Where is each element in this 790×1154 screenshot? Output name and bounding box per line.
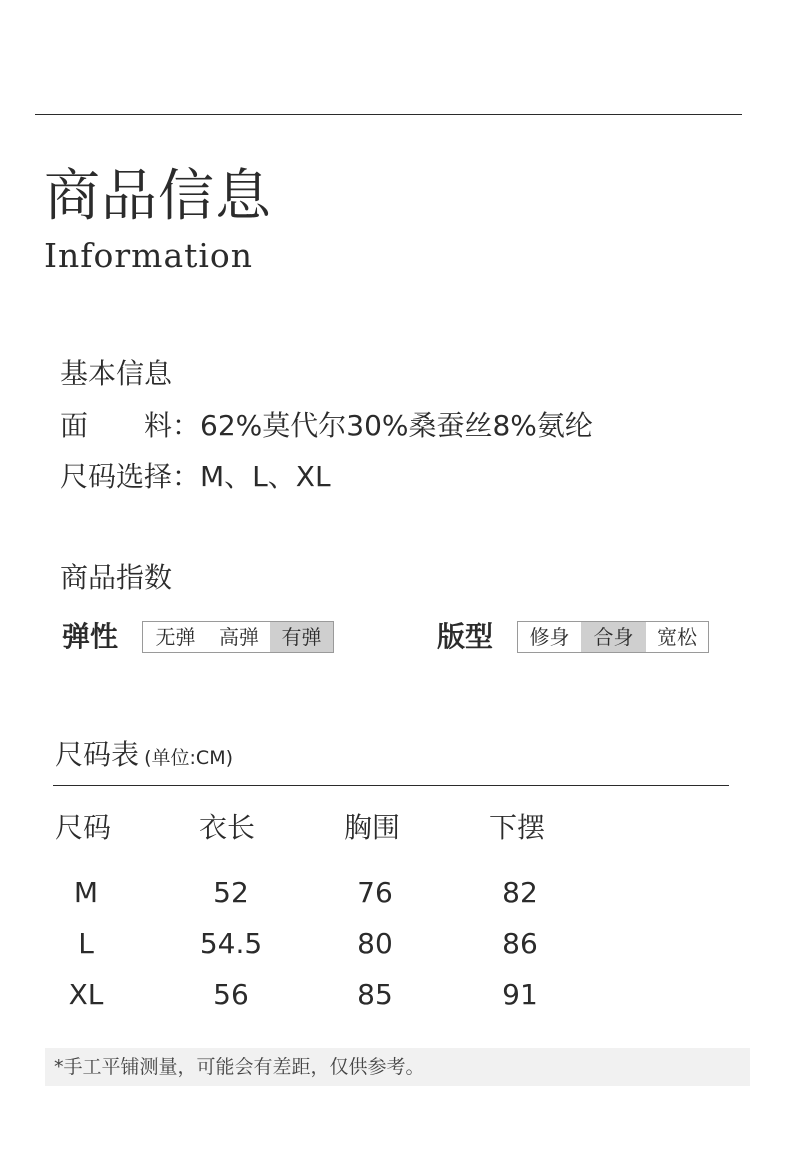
table-cell: 80: [357, 927, 393, 960]
basic-info-heading: 基本信息: [60, 357, 173, 390]
fabric-row: [60, 408, 593, 444]
table-cell: 76: [357, 876, 393, 909]
column-header-size: 尺码: [55, 811, 112, 844]
table-cell: 82: [502, 876, 538, 909]
table-cell: L: [78, 927, 94, 960]
size-choice-value: M、L、XL: [200, 460, 331, 493]
fabric-value: 62%莫代尔30%桑蚕丝8%氨纶: [200, 409, 593, 442]
table-cell: 56: [213, 978, 249, 1011]
top-divider: [35, 114, 742, 115]
table-row: [26, 926, 626, 962]
table-cell: M: [73, 876, 99, 909]
column-header-chest: 胸围: [344, 811, 401, 844]
column-header-hem: 下摆: [489, 811, 546, 844]
size-table-unit: (单位:CM): [144, 747, 233, 769]
size-choice-label: 尺码选择：: [60, 460, 201, 493]
size-table-title: 尺码表: [55, 738, 140, 771]
table-cell: 54.5: [199, 927, 263, 960]
fit-option: 宽松: [657, 625, 697, 649]
elasticity-label: 弹性: [62, 620, 119, 653]
table-cell: 86: [502, 927, 538, 960]
table-cell: 85: [357, 978, 393, 1011]
page-subtitle: Information: [44, 236, 254, 275]
elasticity-option-selected: 有弹: [270, 622, 333, 652]
table-row: [26, 875, 626, 911]
size-table-divider: [53, 785, 729, 786]
elasticity-option: 高弹: [219, 625, 259, 649]
measurement-note: [45, 1048, 750, 1086]
elasticity-option: 无弹: [155, 625, 196, 649]
table-cell: 52: [213, 876, 249, 909]
table-cell: XL: [68, 978, 104, 1011]
table-cell: 91: [502, 978, 538, 1011]
measurement-note-text: *手工平铺测量，可能会有差距，仅供参考。: [54, 1056, 425, 1078]
table-row: [26, 977, 626, 1013]
fit-scale: [517, 621, 709, 653]
fit-label: 版型: [437, 620, 494, 653]
fabric-label: 面 料：: [60, 409, 201, 442]
elasticity-scale: [142, 621, 334, 653]
fit-option: 修身: [529, 625, 570, 649]
size-table-title-row: [55, 737, 233, 773]
size-choice-row: [60, 459, 331, 495]
fit-option-selected: 合身: [581, 622, 646, 652]
page-title: 商品信息: [44, 164, 272, 229]
product-index-heading: 商品指数: [60, 561, 173, 594]
column-header-length: 衣长: [199, 811, 256, 844]
